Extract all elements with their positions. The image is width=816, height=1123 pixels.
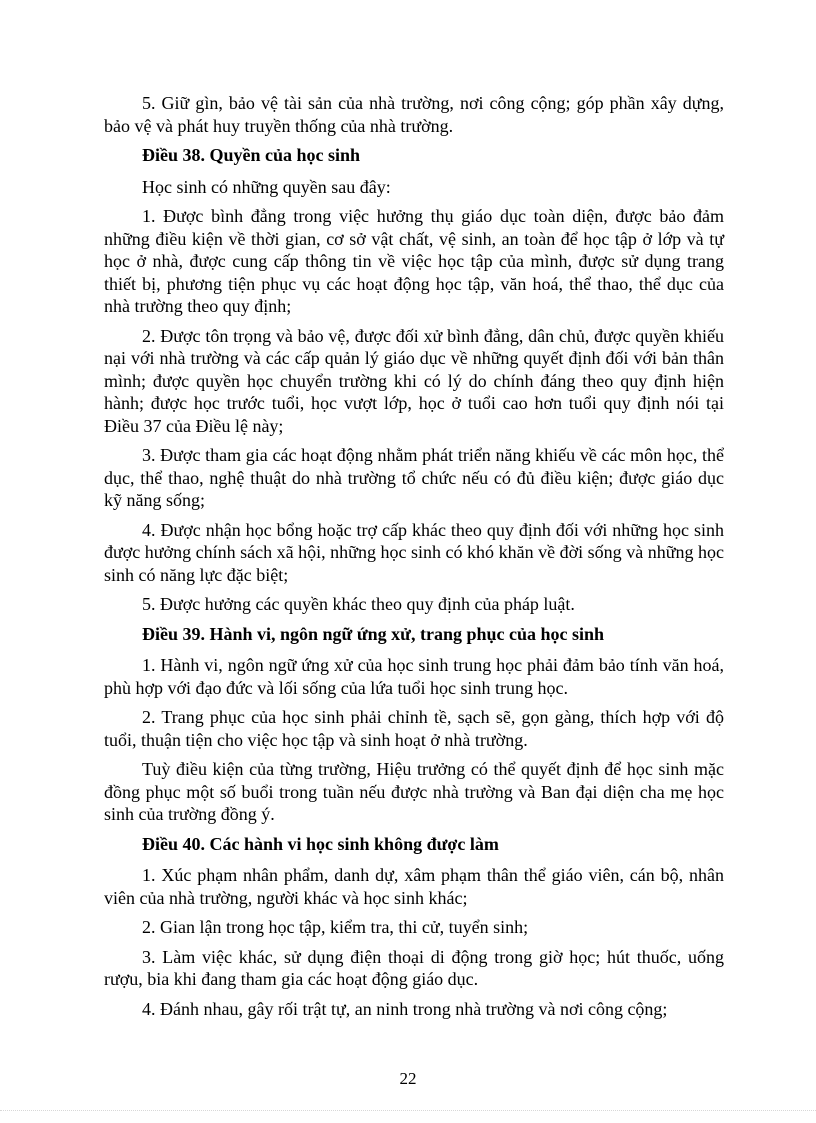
paragraph: 3. Được tham gia các hoạt động nhằm phát triển năng khiếu về các môn học, thể dục, thể thao, nghệ thuật do nhà trường tổ chức nếu có đủ điều kiện; được giáo dục kỹ năng sống; xyxy=(104,445,724,510)
paragraph: 5. Giữ gìn, bảo vệ tài sản của nhà trường, nơi công cộng; góp phần xây dựng, bảo vệ và phát huy truyền thống của nhà trường. xyxy=(104,93,724,136)
paragraph: 5. Được hưởng các quyền khác theo quy định của pháp luật. xyxy=(142,594,575,614)
page-bottom-divider xyxy=(0,1110,816,1111)
paragraph: 4. Đánh nhau, gây rối trật tự, an ninh trong nhà trường và nơi công cộng; xyxy=(142,998,668,1019)
page-number: 22 xyxy=(399,1069,417,1088)
paragraph: 1. Xúc phạm nhân phẩm, danh dự, xâm phạm thân thể giáo viên, cán bộ, nhân viên của nhà trường, người khác và học sinh khác; xyxy=(104,865,724,908)
paragraph: 2. Gian lận trong học tập, kiểm tra, thi cử, tuyển sinh; xyxy=(142,917,529,937)
document-page xyxy=(104,92,724,1027)
paragraph: 1. Hành vi, ngôn ngữ ứng xử của học sinh trung học phải đảm bảo tính văn hoá, phù hợp với đạo đức và lối sống của lứa tuổi học sinh trung học. xyxy=(104,655,724,698)
paragraph: 2. Trang phục của học sinh phải chỉnh tề, sạch sẽ, gọn gàng, thích hợp với độ tuổi, thuận tiện cho việc học tập và sinh hoạt ở nhà trường. xyxy=(104,707,724,750)
paragraph: 1. Được bình đẳng trong việc hưởng thụ giáo dục toàn diện, được bảo đảm những điều kiện về thời gian, cơ sở vật chất, vệ sinh, an toàn để học tập ở lớp và tự học ở nhà, được cung cấp thông tin về việc học tập của mình, được sử dụng trang thiết bị, phương tiện phục vụ các hoạt động học tập, văn hoá, thể thao, thể dục của nhà trường theo quy định; xyxy=(104,206,724,316)
paragraph: 4. Được nhận học bổng hoặc trợ cấp khác theo quy định đối với những học sinh được hưởng chính sách xã hội, những học sinh có khó khăn về đời sống và những học sinh có năng lực đặc biệt; xyxy=(104,519,724,585)
paragraph: Học sinh có những quyền sau đây: xyxy=(142,176,391,197)
article-heading: Điều 38. Quyền của học sinh xyxy=(142,145,361,165)
paragraph: Tuỳ điều kiện của từng trường, Hiệu trưởng có thể quyết định để học sinh mặc đồng phục một số buổi trong tuần nếu được nhà trường và Ban đại diện cha mẹ học sinh của trường đồng ý. xyxy=(104,759,724,824)
article-heading: Điều 39. Hành vi, ngôn ngữ ứng xử, trang phục của học sinh xyxy=(142,623,605,644)
article-heading: Điều 40. Các hành vi học sinh không được làm xyxy=(142,833,499,854)
paragraph: 3. Làm việc khác, sử dụng điện thoại di động trong giờ học; hút thuốc, uống rượu, bia khi đang tham gia các hoạt động giáo dục. xyxy=(104,946,724,989)
paragraph: 2. Được tôn trọng và bảo vệ, được đối xử bình đẳng, dân chủ, được quyền khiếu nại với nhà trường và các cấp quản lý giáo dục về những quyết định đối với bản thân mình; được quyền học chuyển trường khi có lý do chính đáng theo quy định hiện hành; được học trước tuổi, học vượt lớp, học ở tuổi cao hơn tuổi quy định nói tại Điều 37 của Điều lệ này; xyxy=(104,325,724,436)
